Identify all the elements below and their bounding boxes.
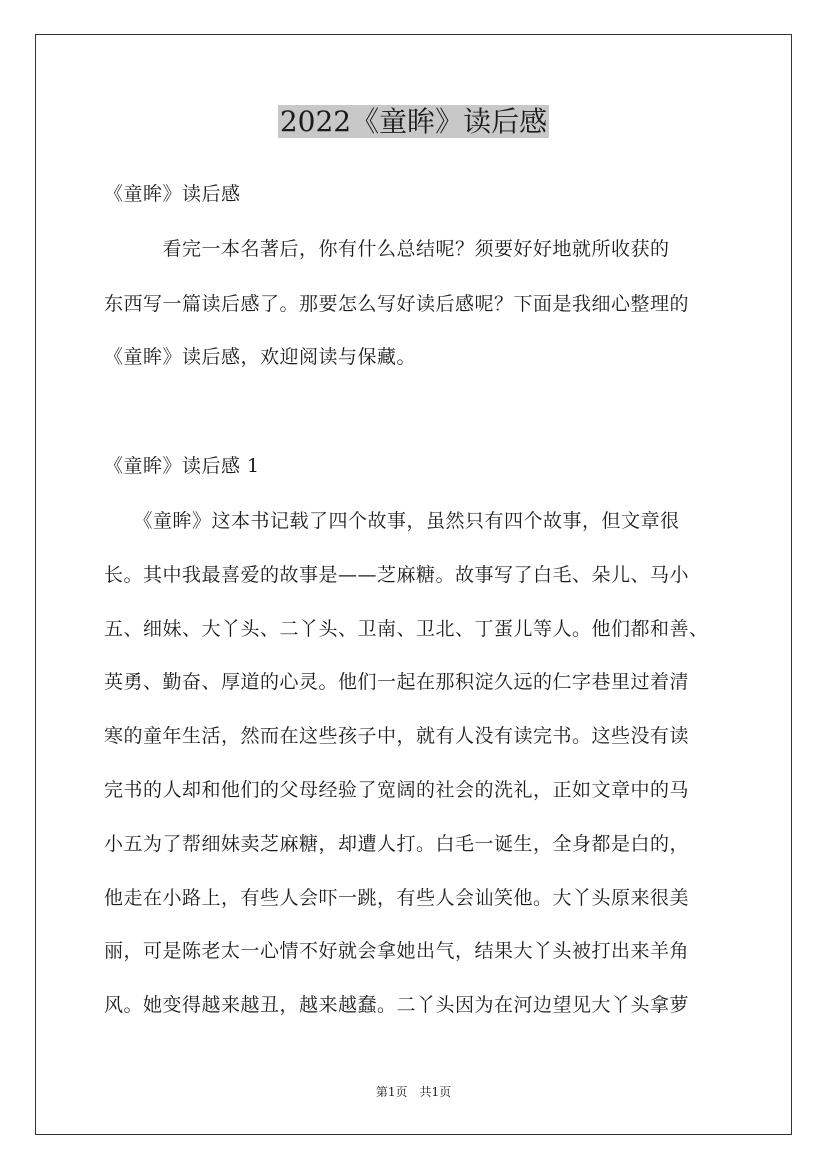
body-line: 小五为了帮细妹卖芝麻糖，却遭人打。白毛一诞生，全身都是白的， xyxy=(104,833,690,855)
section-heading: 《童眸》读后感 1 xyxy=(104,455,260,477)
page-footer: 第1页 共1页 xyxy=(375,1085,452,1099)
body-line: 寒的童年生活，然而在这些孩子中，就有人没有读完书。这些没有读 xyxy=(104,725,690,747)
body-line: 丽，可是陈老太一心情不好就会拿她出气，结果大丫头被打出来羊角 xyxy=(104,940,690,962)
body-line: 风。她变得越来越丑，越来越蠢。二丫头因为在河边望见大丫头拿萝 xyxy=(104,994,690,1016)
body-line: 长。其中我最喜爱的故事是——芝麻糖。故事写了白毛、朵儿、马小 xyxy=(104,564,690,586)
document-title-text: 2022《童眸》读后感 xyxy=(279,105,548,138)
intro-line: 看完一本名著后，你有什么总结呢？须要好好地就所收获的 xyxy=(104,238,670,260)
document-title xyxy=(0,100,827,144)
subtitle: 《童眸》读后感 xyxy=(104,183,241,205)
intro-line: 《童眸》读后感，欢迎阅读与保藏。 xyxy=(104,346,417,368)
body-line: 五、细妹、大丫头、二丫头、卫南、卫北、丁蛋儿等人。他们都和善、 xyxy=(104,618,709,640)
intro-line: 东西写一篇读后感了。那要怎么写好读后感呢？下面是我细心整理的 xyxy=(104,293,690,315)
body-line: 英勇、勤奋、厚道的心灵。他们一起在那积淀久远的仁字巷里过着清 xyxy=(104,671,690,693)
body-line: 他走在小路上，有些人会吓一跳，有些人会讪笑他。大丫头原来很美 xyxy=(104,887,690,909)
body-line: 《童眸》这本书记载了四个故事，虽然只有四个故事，但文章很 xyxy=(104,510,680,532)
body-line: 完书的人却和他们的父母经验了宽阔的社会的洗礼，正如文章中的马 xyxy=(104,779,690,801)
